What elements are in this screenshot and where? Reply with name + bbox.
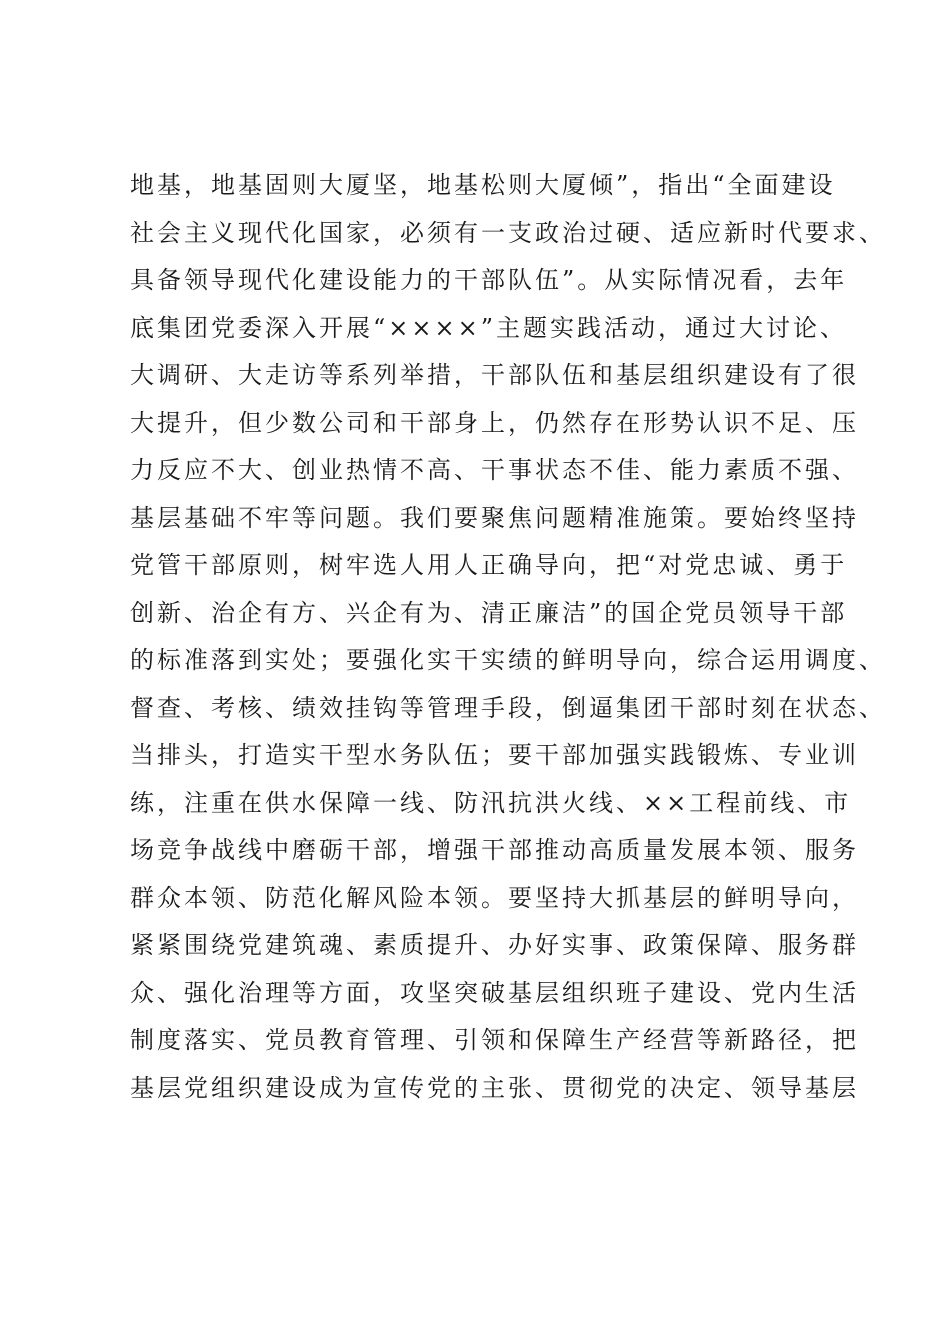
text-line: 基层基础不牢等问题。我们要聚焦问题精准施策。要始终坚持 xyxy=(130,503,859,532)
text-line: 练，注重在供水保障一线、防汛抗洪火线、××工程前线、市 xyxy=(130,788,852,817)
text-line: 创新、治企有方、兴企有为、清正廉洁”的国企党员领导干部 xyxy=(130,598,848,627)
text-line: 力反应不大、创业热情不高、干事状态不佳、能力素质不强、 xyxy=(130,456,859,484)
text-line: 底集团党委深入开展“××××”主题实践活动，通过大讨论、 xyxy=(130,313,847,342)
text-line: 的标准落到实处；要强化实干实绩的鲜明导向，综合运用调度、 xyxy=(130,646,886,674)
text-line: 紧紧围绕党建筑魂、素质提升、办好实事、政策保障、服务群 xyxy=(130,931,859,959)
text-line: 地基，地基固则大厦坚，地基松则大厦倾”，指出“全面建设 xyxy=(130,171,836,199)
text-line: 督查、考核、绩效挂钩等管理手段，倒逼集团干部时刻在状态、 xyxy=(130,693,886,722)
text-line: 基层党组织建设成为宣传党的主张、贯彻党的决定、领导基层 xyxy=(130,1073,859,1102)
text-line: 社会主义现代化国家，必须有一支政治过硬、适应新时代要求、 xyxy=(130,218,886,247)
text-line: 场竞争战线中磨砺干部，增强干部推动高质量发展本领、服务 xyxy=(130,836,859,864)
text-line: 大提升，但少数公司和干部身上，仍然存在形势认识不足、压 xyxy=(130,408,859,437)
text-line: 大调研、大走访等系列举措，干部队伍和基层组织建设有了很 xyxy=(130,361,859,389)
text-line: 当排头，打造实干型水务队伍；要干部加强实践锻炼、专业训 xyxy=(130,741,859,769)
text-line: 制度落实、党员教育管理、引领和保障生产经营等新路径，把 xyxy=(130,1026,859,1054)
text-line: 具备领导现代化建设能力的干部队伍”。从实际情况看，去年 xyxy=(130,266,848,294)
text-line: 众、强化治理等方面，攻坚突破基层组织班子建设、党内生活 xyxy=(130,978,859,1007)
text-line: 群众本领、防范化解风险本领。要坚持大抓基层的鲜明导向， xyxy=(130,883,859,912)
body-text xyxy=(130,171,886,1136)
text-line: 党管干部原则，树牢选人用人正确导向，把“对党忠诚、勇于 xyxy=(130,551,848,579)
